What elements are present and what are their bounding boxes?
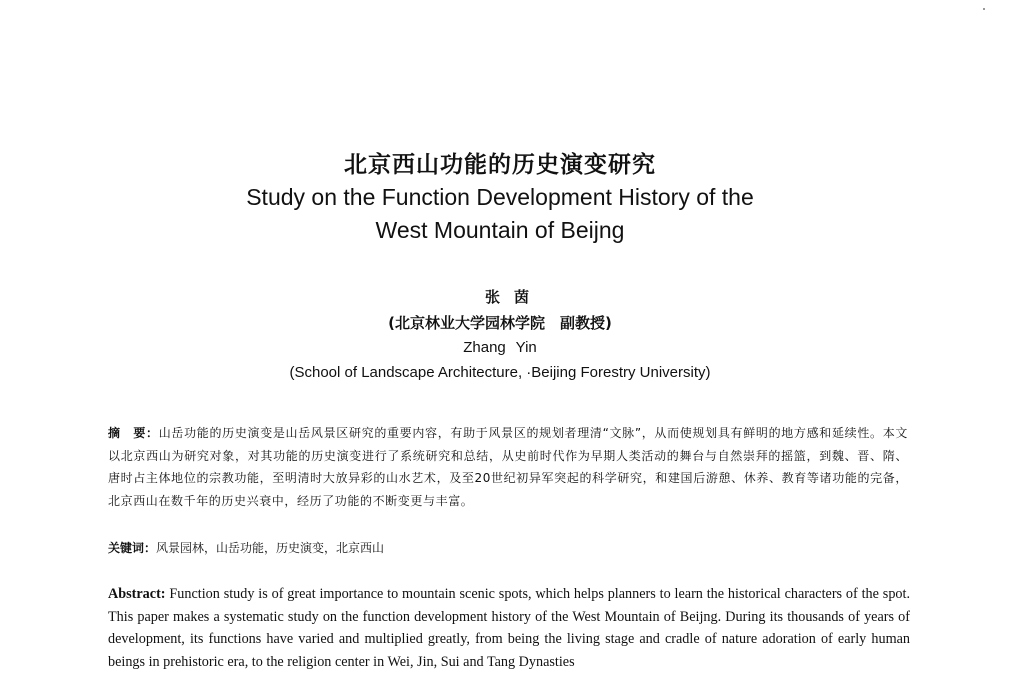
title-english-line1: Study on the Function Development History of the — [246, 184, 754, 210]
scan-speck — [983, 8, 985, 10]
abstract-chinese-text: 山岳功能的历史演变是山岳风景区研究的重要内容，有助于风景区的规划者理清“文脉”，从而使规划具有鲜明的地方感和延续性。本文以北京西山为研究对象，对其功能的历史演变进行了系统研究和总结，从史前时代作为早期人类活动的舞台与自然崇拜的摇篮，到魏、晋、隋、唐时占主体地位的宗教功能，至明清时大放异彩的山水艺术，及至20世纪初异军突起的科学研究，和建国后游憩、休养、教育等诸功能的完备，北京西山在数千年的历史兴衰中，经历了功能的不断变更与丰富。 — [108, 426, 908, 508]
abstract-english — [108, 583, 910, 673]
title-english-line2: West Mountain of Beijng — [375, 217, 625, 243]
abstract-chinese — [108, 422, 908, 512]
keywords-chinese — [108, 539, 384, 556]
abstract-chinese-label: 摘 要： — [108, 426, 159, 440]
author-english: Zhang Yin — [463, 339, 537, 356]
title-chinese: 北京西山功能的历史演变研究 — [344, 152, 656, 178]
author-chinese: 张茵 — [484, 288, 543, 306]
keywords-text: 风景园林，山岳功能，历史演变，北京西山 — [156, 541, 385, 555]
keywords-label: 关键词： — [108, 541, 157, 555]
affiliation-chinese: (北京林业大学园林学院 副教授) — [388, 314, 612, 332]
affiliation-english: (School of Landscape Architecture, ·Beijing Forestry University) — [289, 364, 711, 381]
abstract-english-label: Abstract: — [108, 586, 166, 602]
abstract-english-text: Function study is of great importance to mountain scenic spots, which helps planners to learn the historical characters of the spot. This paper makes a systematic study on the function development history of the West Mountain of Beijng. During its thousands of years of development, its functions have varied and multiplied greatly, from being the living stage and cradle of nature adoration of early human beings in prehistoric era, to the religion center in Wei, Jin, Sui and Tang Dynasties — [108, 586, 910, 670]
